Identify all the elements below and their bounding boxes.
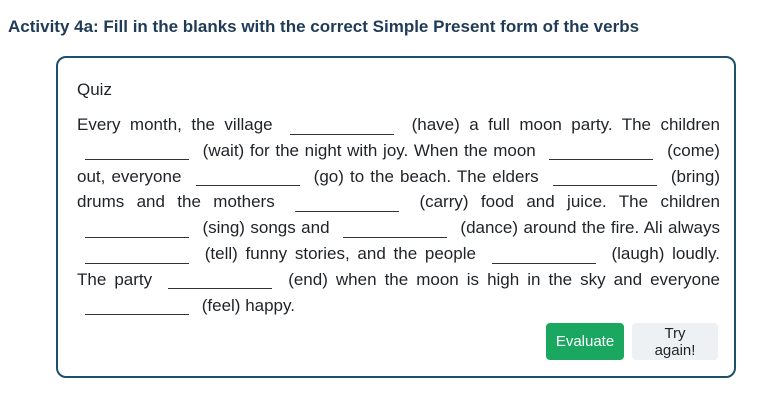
blank-input-bring[interactable] — [553, 168, 657, 186]
blank-input-sing[interactable] — [85, 220, 189, 238]
blank-input-have[interactable] — [290, 117, 394, 135]
text-segment: Every month, the village — [77, 115, 273, 134]
text-segment: (laugh) loudly. The party — [77, 243, 720, 289]
quiz-card — [56, 56, 736, 378]
text-segment: (dance) around the fire. Ali always — [460, 218, 720, 238]
blank-input-feel[interactable] — [85, 297, 189, 315]
blank-input-carry[interactable] — [295, 194, 399, 212]
quiz-actions — [546, 323, 718, 360]
text-segment: (have) a full moon party. The children — [411, 115, 721, 134]
text-segment: (go) to the beach. The elders — [313, 166, 539, 186]
evaluate-button[interactable]: Evaluate — [546, 323, 624, 360]
text-segment: (bring) drums and the mothers — [77, 166, 720, 212]
text-segment: (come) out, everyone — [77, 140, 720, 186]
quiz-text — [77, 112, 720, 318]
text-segment: (sing) songs and — [202, 218, 330, 238]
text-segment: (wait) for the night with joy. When the moon — [202, 140, 536, 160]
try-again-button[interactable]: Try again! — [632, 323, 718, 360]
blank-input-wait[interactable] — [85, 142, 189, 160]
text-segment: (end) when the moon is high in the sky and everyone — [288, 269, 720, 289]
text-segment: (carry) food and juice. The children — [419, 192, 720, 212]
blank-input-dance[interactable] — [343, 220, 447, 238]
quiz-title: Quiz — [77, 80, 112, 99]
blank-input-come[interactable] — [549, 142, 653, 160]
blank-input-go[interactable] — [196, 168, 300, 186]
text-segment: (tell) funny stories, and the people — [204, 243, 476, 263]
activity-title: Activity 4a: Fill in the blanks with the correct Simple Present form of the verbs — [8, 17, 640, 36]
blank-input-end[interactable] — [168, 271, 272, 289]
blank-input-tell[interactable] — [85, 246, 189, 264]
text-segment: (feel) happy. — [201, 295, 295, 315]
blank-input-laugh[interactable] — [492, 246, 596, 264]
